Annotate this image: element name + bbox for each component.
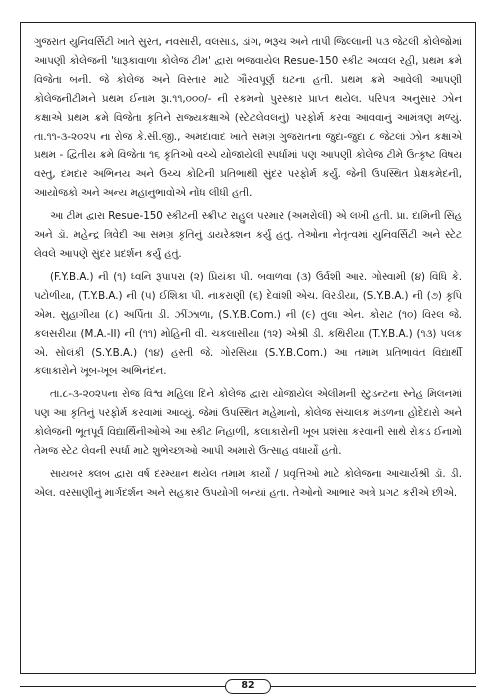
paragraph-zone-competition: ગુજરાત યુનિવર્સિટી ખાતે સુરત, નવસારી, વલસાડ, ડાંગ, ભરૂચ અને તાપી જિલ્લાની ૫૩ જેટલી કોલેજોમાં આપણી કોલેજની 'ધારૂકાવાળા કોલેજ ટીમ' દ્વારા ભજવાયેલ Resue-150 સ્કીટ અવ્વલ રહી, પ્રથમ ક્રમે વિજેતા બની. જે કોલેજ અને વિસ્તાર માટે ગૌરવપૂર્ણ ઘટના હતી. પ્રથમ ક્રમે આવેલી આપણી કોલેજનીટીમને પ્રથમ ઈનામ રૂા.૧૧,૦૦૦/- ની રકમનો પુરસ્કાર પ્રાપ્ત થયેલ. પરિપત્ર અનુસાર ઝોન કક્ષાએ પ્રથમ ક્રમે વિજેતા કૃતિને રાજ્યકક્ષાએ (સ્ટેટલેવલનું) પરફોર્મ કરવા આવવાનું આમંત્રણ મળ્યું. તા.૧૧-૩-૨૦૨૫ ના રોજ કે.સી.જી., અમદાવાદ ખાતે સમગ્ર ગુજરાતના જુદા-જુદા ૮ જેટલાં ઝોન કક્ષાએ પ્રથમ - દ્વિતીય ક્રમે વિજેતા ૧૬ કૃતિઓ વચ્ચે યોજાયેલી સ્પર્ધામાં પણ આપણી કોલેજ ટીમે ઉત્કૃષ્ટ વિષય વસ્તુ, દમદાર અભિનય અને ઉચ્ચ કોટિની પ્રતિભાથી સુંદર પરફોર્મ કર્યું. જેની ઉપસ્થિત પ્રેક્ષકમેદની, આયોજકો અને અન્ય મહાનુભાવોએ નોંધ લીધી હતી. [34,36,462,200]
paragraph-acknowledgement: સાયબર ક્લબ દ્વારા વર્ષ દરમ્યાન થયેલ તમામ કાર્યો / પ્રવૃત્તિઓ માટે કોલેજના આચાર્યશ્રી ડૉ. ડી. એલ. વરસાણીનું માર્ગદર્શન અને સહકાર ઉપયોગી બન્યાં હતા. તેઓનો આભાર અત્રે પ્રગટ કરીએ છીએ. [34,467,462,499]
paragraph-womens-day: તા.૮-૩-૨૦૨૫ના રોજ વિશ્વ મહિલા દિને કોલેજ દ્વારા યોજાયેલ એલીમની સ્ટુડન્ટના સ્નેહ મિલનમાં પણ આ કૃતિનું પરફોર્મ કરવામાં આવ્યું. જેમાં ઉપસ્થિત મહેમાનો, કોલેજ સંચાલક મંડળના હોદેદારો અને કોલેજની ભૂતપૂર્વ વિદ્યાર્થિનીઓએ આ સ્કીટ નિહાળી, કલાકારોની ખૂબ પ્રશંસા કરવાની સાથે રોકડ ઈનામો તેમજ સ્ટેટ લેવની સ્પર્ધા માટે શુભેચ્છાઓ આપી અમારો ઉત્સાહ વધાર્યો હતો. [34,388,462,458]
paragraph-student-list: (F.Y.B.A.) ની (૧) ધ્વનિ રૂપાપરા (૨) પ્રિયંકા પી. બવાળવા (૩) ઉર્વશી આર. ગોસ્વામી (૪) વિધિ કે. પટોળીયા, (T.Y.B.A.) ની (૫) ઈશિકા પી. નાકરાણી (૬) દેવાંશી એચ. વિરડીયા, (S.Y.B.A.) ની (૭) કૃપિ એમ. સુહાગીયા (૮) અર્પિતા ડી. ઝીંઝાળા, (S.Y.B.Com.) ની (૯) તુલા એન. કોરાટ (૧૦) વિરલ જે. કલસરીયા (M.A.-II) ની (૧૧) મોહિની વી. ચકલાસીયા (૧૨) એશ્રી ડી. કથિરીયા (T.Y.B.A.) (૧૩) પલક એ. સોલંકી (S.Y.B.A.) (૧૪) હસ્તી જે. ગોરસિયા (S.Y.B.Com.) આ તમામ પ્રતિભાવંત વિદ્યાર્થી કલાકારોને ખૂબ-ખૂબ અભિનંદન. [34,270,462,378]
footer-rule-right [271,686,476,687]
page-number: 82 [225,679,271,694]
footer-rule-left [20,686,225,687]
paragraph-script-direction: આ ટીમ દ્વારા Resue-150 સ્કીટની સ્ક્રીપ્ટ રાહુલ પરમાર (અમરોલી) એ લખી હતી. પ્રા. દામિની સિંહ અને ડૉ. મહેન્દ્ર ત્રિવેદી આ સમગ્ર કૃતિનું ડાયરેક્શન કર્યું હતુ. તેઓના નેતૃત્વમાં યુનિવર્સિટી અને સ્ટેટ લેવલે આપણે સુંદર પ્રદર્શન કર્યું હતું. [34,210,462,260]
body-text [34,33,462,507]
